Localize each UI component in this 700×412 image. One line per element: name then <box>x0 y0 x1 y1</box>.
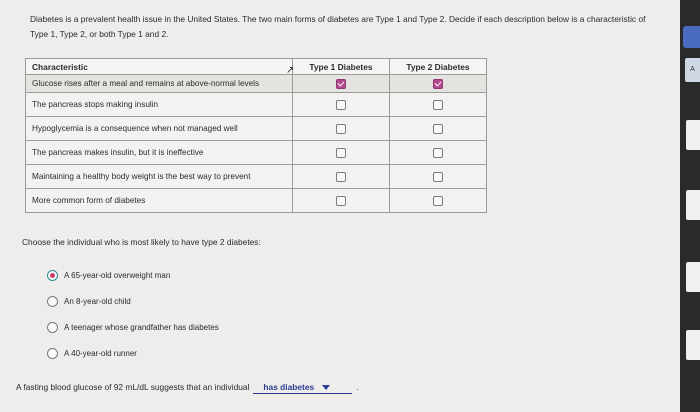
question-prompt: Choose the individual who is most likely to have type 2 diabetes: <box>22 237 261 247</box>
row-description: Glucose rises after a meal and remains at above-normal levels <box>26 75 293 93</box>
type1-checkbox[interactable] <box>336 124 346 134</box>
type2-checkbox[interactable] <box>433 148 443 158</box>
fill-in-sentence <box>16 382 359 394</box>
answer-options <box>47 262 219 366</box>
table-row <box>26 117 487 141</box>
type2-checkbox[interactable] <box>433 124 443 134</box>
column-header-type2: Type 2 Diabetes <box>389 59 486 75</box>
row-description: More common form of diabetes <box>26 189 293 213</box>
characteristics-table <box>25 58 487 213</box>
column-header-characteristic: Characteristic <box>26 59 293 75</box>
column-header-type1: Type 1 Diabetes <box>292 59 389 75</box>
radio-button[interactable] <box>47 322 58 333</box>
row-description: Maintaining a healthy body weight is the best way to prevent <box>26 165 293 189</box>
tool-badge-icon[interactable] <box>683 26 700 48</box>
mouse-cursor-icon: ↗ <box>286 65 295 76</box>
table-row <box>26 165 487 189</box>
type2-checkbox[interactable] <box>433 100 443 110</box>
chevron-down-icon <box>322 385 330 390</box>
radio-button[interactable] <box>47 348 58 359</box>
type2-checkbox[interactable] <box>433 172 443 182</box>
type1-checkbox[interactable] <box>336 172 346 182</box>
side-button[interactable] <box>686 330 700 360</box>
sentence-suffix: . <box>356 382 359 392</box>
dropdown-value: has diabetes <box>263 382 315 392</box>
option-label: An 8-year-old child <box>64 296 131 306</box>
side-tab[interactable]: A <box>685 58 700 82</box>
radio-button[interactable] <box>47 270 58 281</box>
table-row <box>26 93 487 117</box>
answer-option[interactable] <box>47 262 219 288</box>
side-button[interactable] <box>686 190 700 220</box>
type1-checkbox[interactable] <box>336 79 346 89</box>
answer-dropdown[interactable] <box>253 382 352 394</box>
row-description: Hypoglycemia is a consequence when not managed well <box>26 117 293 141</box>
answer-option[interactable] <box>47 314 219 340</box>
answer-option[interactable] <box>47 288 219 314</box>
row-description: The pancreas stops making insulin <box>26 93 293 117</box>
table-row <box>26 141 487 165</box>
type1-checkbox[interactable] <box>336 148 346 158</box>
type2-checkbox[interactable] <box>433 79 443 89</box>
table-row <box>26 189 487 213</box>
type1-checkbox[interactable] <box>336 196 346 206</box>
answer-option[interactable] <box>47 340 219 366</box>
side-button[interactable] <box>686 262 700 292</box>
intro-text: Diabetes is a prevalent health issue in the United States. The two main forms of diabetes are Type 1 and Type 2. Decide if each description below is a characteristic of Type 1, Type 2, or both Type 1 and 2. <box>30 14 646 39</box>
sentence-prefix: A fasting blood glucose of 92 mL/dL suggests that an individual <box>16 382 250 392</box>
side-button[interactable] <box>686 120 700 150</box>
option-label: A 65-year-old overweight man <box>64 270 171 280</box>
option-label: A teenager whose grandfather has diabetes <box>64 322 219 332</box>
type2-checkbox[interactable] <box>433 196 443 206</box>
row-description: The pancreas makes insulin, but it is ineffective <box>26 141 293 165</box>
type1-checkbox[interactable] <box>336 100 346 110</box>
radio-button[interactable] <box>47 296 58 307</box>
option-label: A 40-year-old runner <box>64 348 137 358</box>
table-row <box>26 75 487 93</box>
